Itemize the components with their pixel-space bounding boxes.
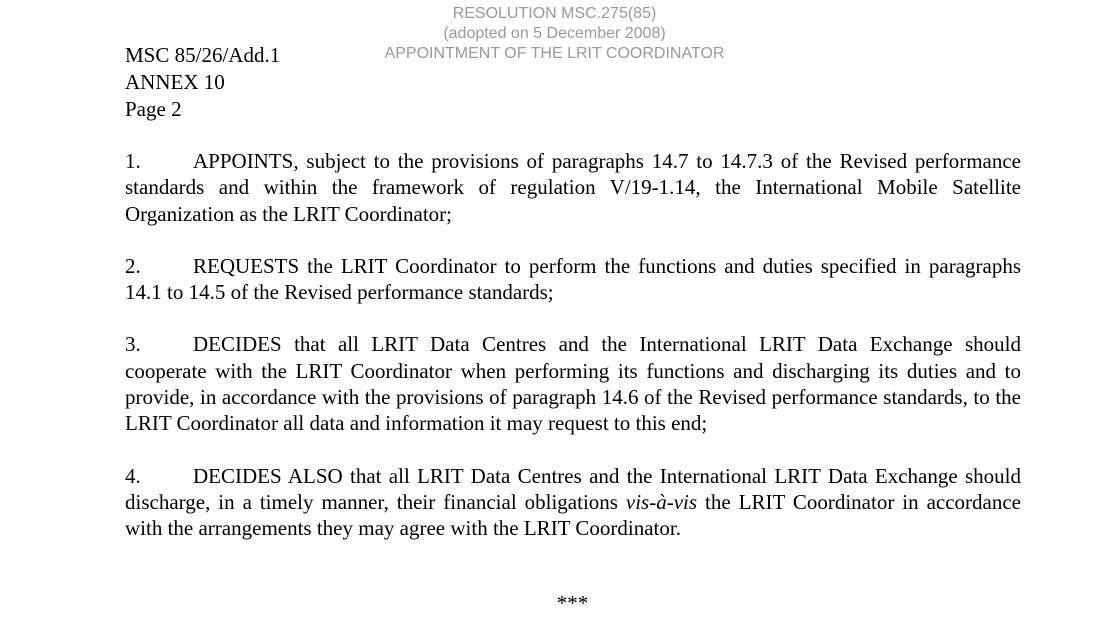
paragraph-text: DECIDES that all LRIT Data Centres and the International LRIT Data Exchange should cooperate with the LRIT Coordinator when performing its functions and discharging its duties and to provide, in accordance with the provisions of paragraph 14.6 of the Revised performance standards, to the LRIT Coordinator all data and information it may request to this end; (125, 332, 1021, 436)
end-of-document-mark: *** (556, 591, 589, 615)
paragraph-4 (125, 463, 1021, 542)
paragraph-number: 2. (125, 253, 141, 278)
paragraph-text: REQUESTS the LRIT Coordinator to perform the functions and duties specified in paragraphs 14.1 to 14.5 of the Revised performance standards; (125, 253, 1021, 305)
paragraph-2 (125, 253, 1021, 306)
annex-label: ANNEX 10 (125, 70, 225, 94)
paragraph-1 (125, 148, 1021, 227)
paragraph-number: 4. (125, 463, 141, 488)
document-body (125, 148, 1021, 568)
paragraph-text-end: the LRIT Coordinator in accordance with the arrangements they may agree with the LRIT Coordinator. (125, 489, 1021, 541)
watermark-resolution-title: APPOINTMENT OF THE LRIT COORDINATOR (384, 45, 725, 62)
document-header (125, 42, 280, 123)
paragraph-text-start: DECIDES ALSO that all LRIT Data Centres and the International LRIT Data Exchange should discharge, in a timely manner, their financial obligations (125, 463, 1021, 514)
paragraph-number: 1. (125, 149, 141, 173)
document-reference: MSC 85/26/Add.1 (125, 43, 281, 67)
paragraph-3 (125, 331, 1021, 436)
watermark-adoption-date: (adopted on 5 December 2008) (443, 25, 666, 42)
paragraph-text-italic: vis-à-vis (625, 489, 698, 514)
watermark-resolution-number: RESOLUTION MSC.275(85) (452, 5, 657, 22)
page-number: Page 2 (125, 97, 182, 121)
paragraph-number: 3. (125, 332, 141, 357)
paragraph-text: APPOINTS, subject to the provisions of paragraphs 14.7 to 14.7.3 of the Revised performance standards and within the framework of regulation V/19-1.14, the International Mobile Satellite Organization as the LRIT Coordinator; (125, 149, 1021, 226)
